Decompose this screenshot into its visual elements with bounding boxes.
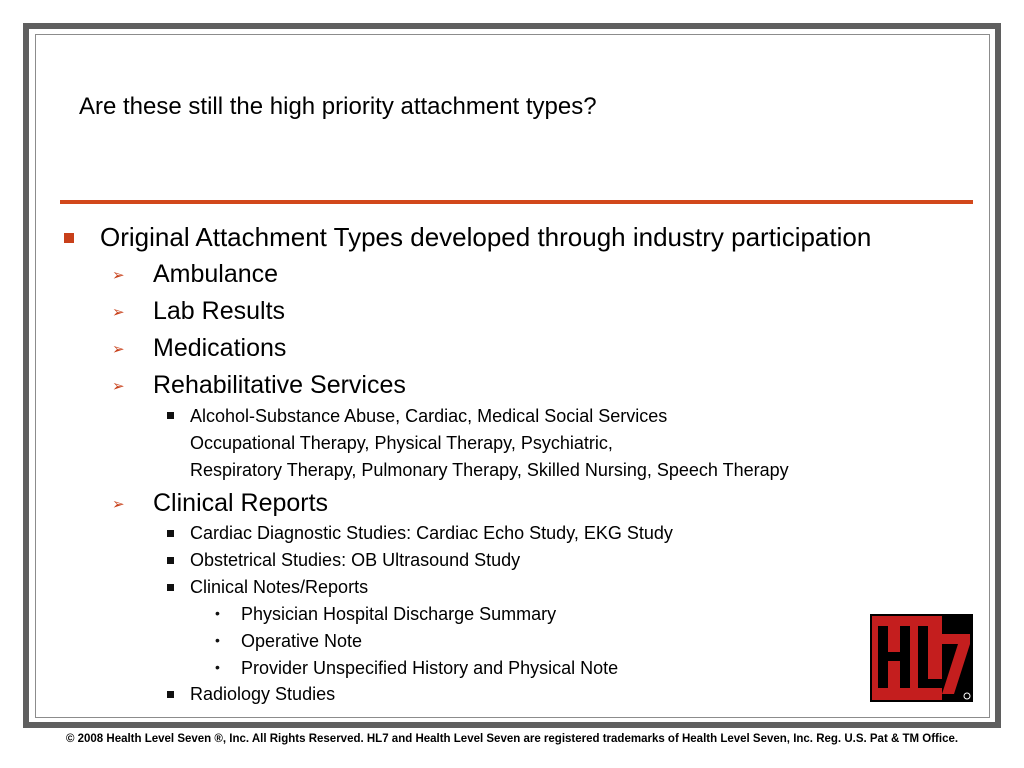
dot-bullet-icon: • [215, 632, 220, 648]
arrow-bullet-icon: ➢ [112, 378, 125, 395]
bullet-discharge: Physician Hospital Discharge Summary [241, 604, 557, 624]
arrow-bullet-icon: ➢ [112, 341, 125, 358]
arrow-bullet-icon: ➢ [112, 496, 125, 513]
dot-bullet-icon: • [215, 659, 220, 675]
slide-title: Are these still the high priority attachment types? [79, 93, 597, 120]
bullet-rehab: Rehabilitative Services [153, 371, 406, 399]
title-divider [60, 200, 973, 204]
square-bullet-icon [64, 233, 74, 243]
rehab-line-2: Occupational Therapy, Physical Therapy, Psychiatric, [190, 433, 613, 453]
hl7-logo [870, 614, 973, 702]
bullet-radiology: Radiology Studies [190, 684, 336, 704]
bullet-clinical-reports: Clinical Reports [153, 489, 329, 517]
bullet-medications: Medications [153, 334, 287, 362]
square-bullet-icon [167, 557, 174, 564]
bullet-operative: Operative Note [241, 631, 363, 651]
square-bullet-icon [167, 691, 174, 698]
bullet-obstetrical: Obstetrical Studies: OB Ultrasound Study [190, 550, 521, 570]
bullet-main: Original Attachment Types developed through industry participation [100, 222, 872, 252]
bullet-lab-results: Lab Results [153, 297, 286, 325]
arrow-bullet-icon: ➢ [112, 267, 125, 284]
square-bullet-icon [167, 530, 174, 537]
bullet-ambulance: Ambulance [153, 260, 279, 288]
square-bullet-icon [167, 412, 174, 419]
square-bullet-icon [167, 584, 174, 591]
arrow-bullet-icon: ➢ [112, 304, 125, 321]
bullet-cardiac: Cardiac Diagnostic Studies: Cardiac Echo Study, EKG Study [190, 523, 673, 543]
dot-bullet-icon: • [215, 605, 220, 621]
bullet-clinical-notes: Clinical Notes/Reports [190, 577, 369, 597]
bullet-provider: Provider Unspecified History and Physical Note [241, 658, 619, 678]
rehab-line-3: Respiratory Therapy, Pulmonary Therapy, Skilled Nursing, Speech Therapy [190, 460, 789, 480]
rehab-line-1: Alcohol-Substance Abuse, Cardiac, Medical Social Services [190, 406, 668, 426]
copyright-footer: © 2008 Health Level Seven ®, Inc. All Rights Reserved. HL7 and Health Level Seven are registered trademarks of Health Level Seven, Inc. Reg. U.S. Pat & TM Office. [65, 733, 959, 745]
